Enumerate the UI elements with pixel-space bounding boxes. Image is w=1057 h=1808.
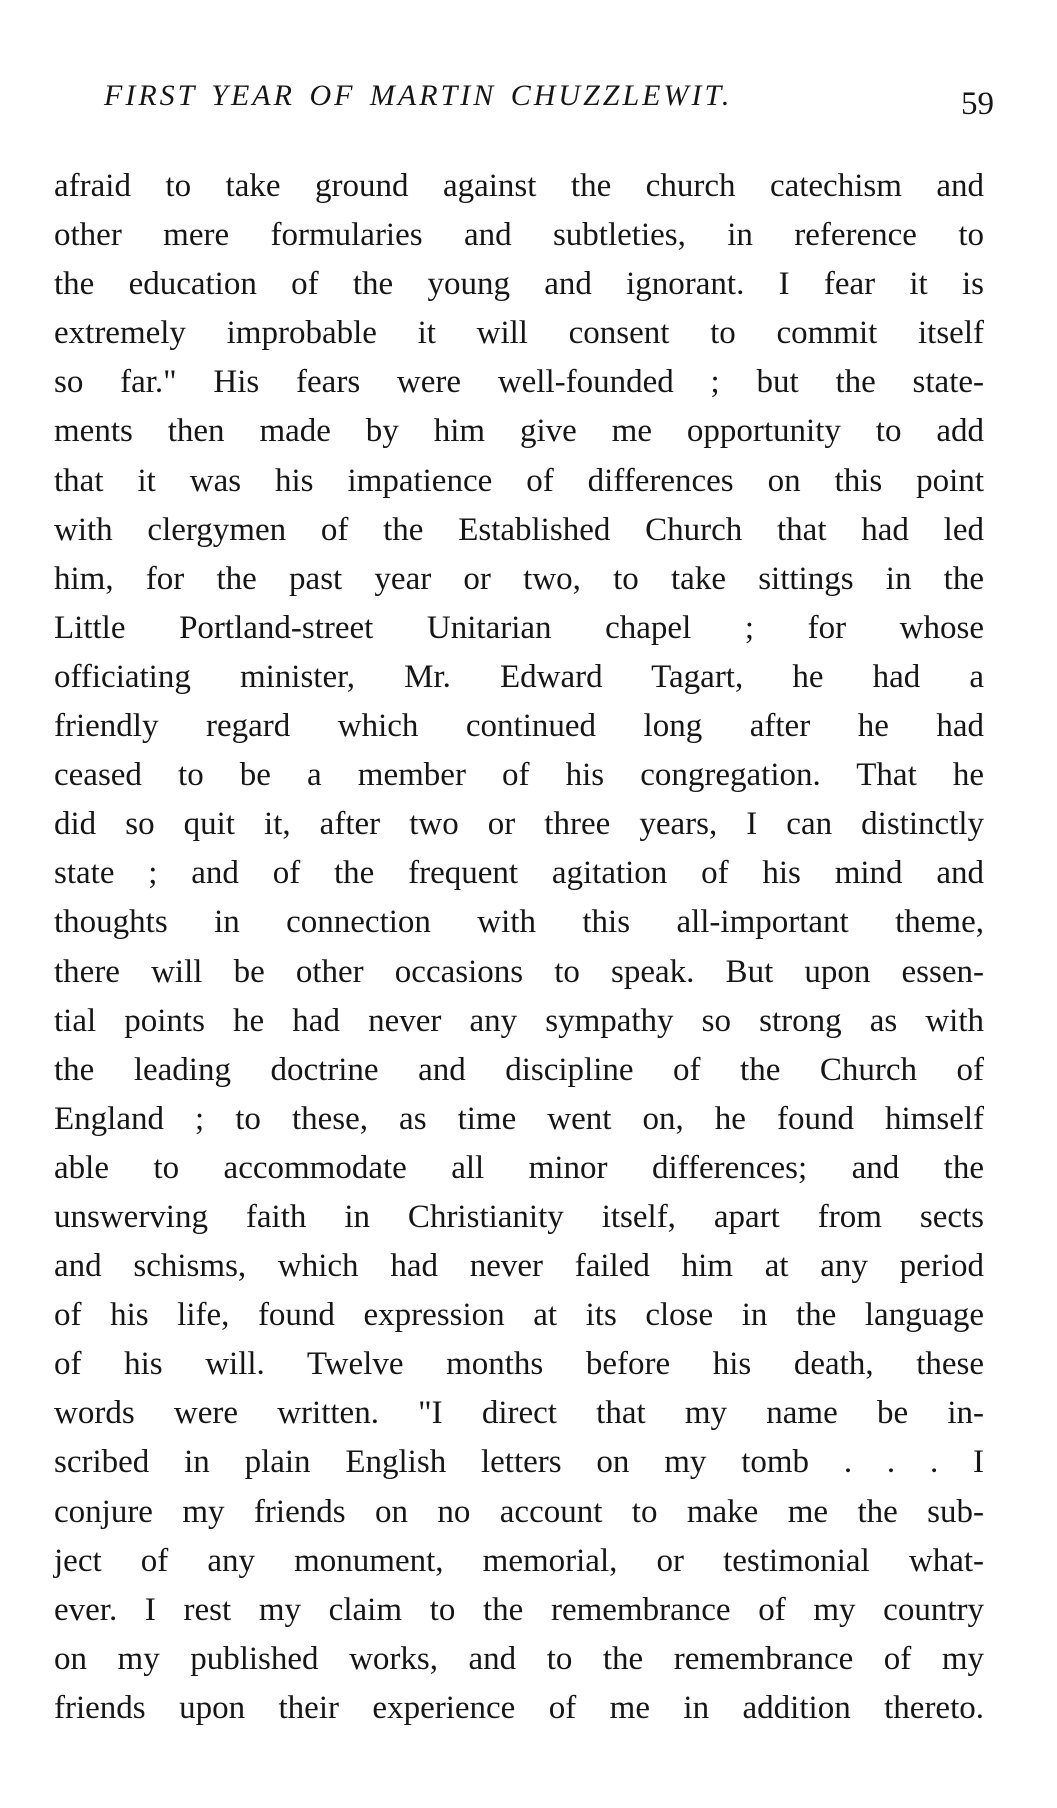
text-line: other mere formularies and subtleties, in reference to <box>54 217 984 254</box>
text-line: able to accommodate all minor differences; and the <box>54 1149 984 1186</box>
text-line: scribed in plain English letters on my tomb . . . I <box>54 1444 984 1481</box>
text-line: conjure my friends on no account to make me the sub- <box>54 1493 984 1530</box>
text-line: Little Portland-street Unitarian chapel ; for whose <box>54 609 984 646</box>
text-line: England ; to these, as time went on, he found himself <box>54 1100 984 1137</box>
text-line: did so quit it, after two or three years, I can distinctly <box>54 806 984 843</box>
text-line: on my published works, and to the remembrance of my <box>54 1640 984 1677</box>
text-line: and schisms, which had never failed him at any period <box>54 1248 984 1285</box>
text-line: words were written. "I direct that my name be in- <box>54 1395 984 1432</box>
text-line: him, for the past year or two, to take sittings in the <box>54 560 984 597</box>
text-line: there will be other occasions to speak. But upon essen- <box>54 953 984 990</box>
text-line: tial points he had never any sympathy so strong as with <box>54 1002 984 1039</box>
body-paragraph <box>54 162 984 1733</box>
text-line: ever. I rest my claim to the remembrance of my country <box>54 1591 984 1628</box>
text-line: afraid to take ground against the church catechism and <box>54 168 984 204</box>
text-line: of his will. Twelve months before his death, these <box>54 1346 984 1383</box>
text-line: state ; and of the frequent agitation of his mind and <box>54 855 984 892</box>
text-line: the leading doctrine and discipline of the Church of <box>54 1051 984 1088</box>
text-line: ments then made by him give me opportunity to add <box>54 413 984 450</box>
page-number: 59 <box>961 86 994 122</box>
text-line: the education of the young and ignorant. I fear it is <box>54 266 984 303</box>
text-line: friends upon their experience of me in addition thereto. <box>54 1689 984 1726</box>
running-head <box>104 76 994 126</box>
text-line: friendly regard which continued long after he had <box>54 708 984 745</box>
text-line: officiating minister, Mr. Edward Tagart, he had a <box>54 658 984 695</box>
text-line: ceased to be a member of his congregation. That he <box>54 757 984 794</box>
text-line: that it was his impatience of differences on this point <box>54 462 984 499</box>
text-line: unswerving faith in Christianity itself, apart from sects <box>54 1198 984 1235</box>
text-line: of his life, found expression at its close in the language <box>54 1297 984 1334</box>
text-line: thoughts in connection with this all-important theme, <box>54 904 984 941</box>
text-line: so far." His fears were well-founded ; but the state- <box>54 364 984 401</box>
running-title: FIRST YEAR OF MARTIN CHUZZLEWIT. <box>104 79 733 112</box>
text-line: with clergymen of the Established Church that had led <box>54 511 984 548</box>
text-line: ject of any monument, memorial, or testimonial what- <box>54 1542 984 1579</box>
text-line: extremely improbable it will consent to commit itself <box>54 315 984 352</box>
